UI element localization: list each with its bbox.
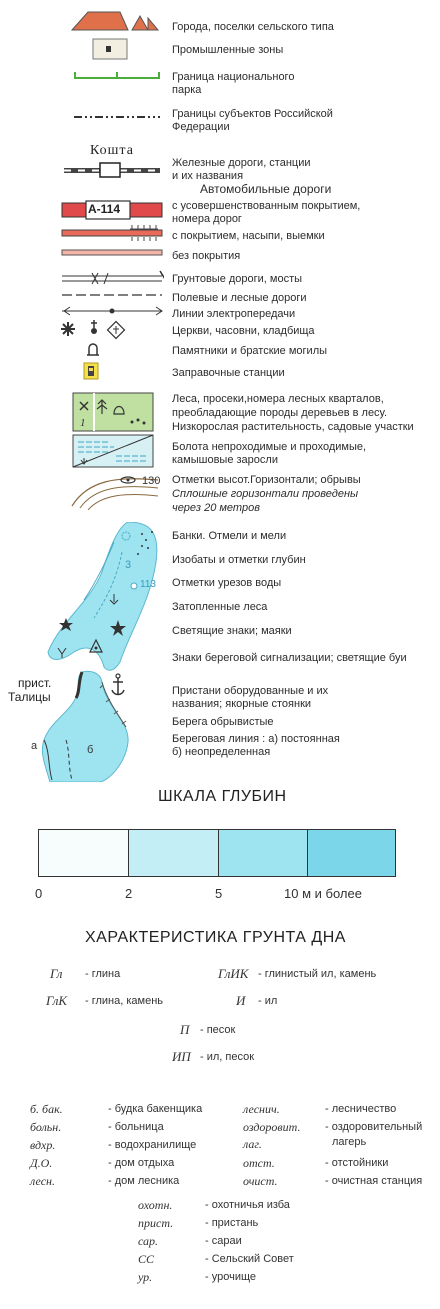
abbr-desc: лагерь (332, 1136, 367, 1148)
legend-isobaths: Изобаты и отметки глубин (172, 554, 306, 566)
legend-banks: Банки. Отмели и мели (172, 530, 287, 542)
legend-shoreline-line1: Береговая линия : а) постоянная (172, 733, 340, 745)
legend-shoreline-line2: б) неопределенная (172, 746, 271, 758)
legend-power-lines: Линии электропередачи (172, 308, 296, 320)
abbr-term: оздоровит. (243, 1120, 301, 1134)
depth-band-0-2 (39, 830, 129, 876)
field-road-symbol (60, 290, 164, 300)
legend-water-level: Отметки урезов воды (172, 577, 282, 589)
abbr-desc: - дом отдыха (108, 1157, 175, 1169)
paved-road-symbol (60, 224, 164, 242)
abbr-term: СС (138, 1252, 155, 1266)
abbr-term: отст. (243, 1156, 275, 1170)
legend-rail-line1: Железные дороги, станции (172, 157, 311, 169)
legend-auto-line2: номера дорог (172, 213, 242, 225)
abbr-desc: - сараи (205, 1235, 242, 1247)
legend-lights: Светящие знаки; маяки (172, 625, 292, 637)
legend-fuel: Заправочные станции (172, 367, 285, 379)
ground-abbr: ГлК (46, 993, 68, 1008)
legend-swamp-line2: камышовые заросли (172, 454, 278, 466)
station-label: Кошта (90, 143, 134, 158)
abbr-term: прист. (138, 1216, 174, 1230)
legend-rail-line2: и их названия (172, 170, 244, 182)
abbr-term: охотн. (138, 1198, 173, 1212)
legend-contour-line1: Отметки высот.Горизонтали; обрывы (172, 474, 361, 486)
legend-park-line2: парка (172, 84, 202, 96)
legend-churches: Церкви, часовни, кладбища (172, 325, 315, 337)
river-depth-label: 3 (125, 559, 132, 571)
legend-auto-line1: с усовершенствованным покрытием, (172, 200, 361, 212)
legend-cliff-shores: Берега обрывистые (172, 716, 274, 728)
legend-shore-signals: Знаки береговой сигнализации; светящие буи (172, 652, 407, 664)
legend-dirt-roads: Грунтовые дороги, мосты (172, 273, 303, 285)
ground-desc: - глинистый ил, камень (258, 968, 377, 980)
abbr-desc: - отстойники (325, 1157, 389, 1169)
legend-swamp-line1: Болота непроходимые и проходимые, (172, 441, 367, 453)
fuel-station-symbol (83, 362, 99, 380)
abbr-term: леснич. (243, 1102, 280, 1116)
depth-tick-2: 2 (125, 886, 133, 901)
legend-field-roads: Полевые и лесные дороги (172, 292, 307, 304)
shore-a-label: а (31, 740, 38, 752)
abbr-desc: - больница (108, 1121, 164, 1133)
ground-abbr: П (180, 1022, 190, 1037)
auto-roads-heading: Автомобильные дороги (200, 182, 332, 196)
legend-piers-line1: Пристани оборудованные и их (172, 685, 329, 697)
depth-band-5-10 (219, 830, 309, 876)
legend-flooded: Затопленные леса (172, 601, 268, 613)
abbr-desc: - оздоровительный (325, 1121, 423, 1133)
contour-value: 130 (142, 475, 161, 487)
ground-desc: - ил (258, 995, 278, 1007)
abbr-desc: - лесничество (325, 1103, 397, 1115)
abbr-desc: - водохранилище (108, 1139, 197, 1151)
unpaved-road-symbol (60, 248, 164, 258)
legend-contour-line3: через 20 метров (172, 502, 260, 514)
abbr-desc: - охотничья изба (205, 1199, 290, 1211)
road-number: А-114 (88, 202, 121, 216)
depth-tick-0: 0 (35, 886, 43, 901)
abbr-term: б. бак. (30, 1102, 63, 1116)
swamp-symbol (72, 434, 154, 468)
national-park-border-symbol (72, 70, 162, 82)
railway-symbol (62, 160, 162, 180)
abbr-term: Д.О. (30, 1156, 53, 1170)
abbr-desc: - урочище (205, 1271, 257, 1283)
legend-subjects-line2: Федерации (172, 121, 230, 133)
industrial-zone-symbol (92, 38, 128, 60)
river-panel (30, 522, 170, 782)
ground-abbr: ИП (172, 1049, 191, 1064)
abbr-term: вдхр. (30, 1138, 56, 1152)
monument-symbol (85, 342, 101, 358)
legend-subjects-line1: Границы субъектов Российской (172, 108, 333, 120)
legend-forest-line1: Леса, просеки,номера лесных кварталов, (172, 393, 384, 405)
abbr-term: лаг. (243, 1137, 262, 1151)
abbr-term: сар. (138, 1234, 159, 1248)
ground-title: ХАРАКТЕРИСТИКА ГРУНТА ДНА (85, 929, 346, 946)
abbr-desc: - будка бакенщика (108, 1103, 203, 1115)
dirt-road-bridge-symbol (60, 270, 164, 288)
legend-contour-line2: Сплошные горизонтали проведены (172, 488, 359, 500)
abbr-desc: - Сельский Совет (205, 1253, 294, 1265)
ground-abbr: ГлИК (218, 966, 249, 981)
legend-industrial: Промышленные зоны (172, 44, 284, 56)
depth-band-10-plus (308, 830, 395, 876)
legend-piers-line2: названия; якорные стоянки (172, 698, 312, 710)
abbr-term: больн. (30, 1120, 62, 1134)
legend-monuments: Памятники и братские могилы (172, 345, 328, 357)
svg-text:1: 1 (80, 417, 86, 429)
legend-park-line1: Граница национального (172, 71, 295, 83)
abbr-term: лесн. (30, 1174, 55, 1188)
legend-forest-line2: преобладающие породы деревьев в лесу. (172, 407, 388, 419)
power-line-symbol (60, 305, 164, 317)
forest-symbol (72, 392, 154, 432)
legend-towns: Города, поселки сельского типа (172, 21, 334, 33)
ground-desc: - глина (85, 968, 121, 980)
abbr-desc: - дом лесника (108, 1175, 180, 1187)
ground-desc: - ил, песок (200, 1051, 255, 1063)
ground-abbr: Гл (50, 966, 63, 981)
abbr-desc: - очистная станция (325, 1175, 423, 1187)
ground-desc: - песок (200, 1024, 236, 1036)
depth-scale-bar (38, 829, 396, 877)
shore-b-label: б (87, 744, 94, 756)
depth-band-2-5 (129, 830, 219, 876)
legend-auto-nocover: без покрытия (172, 250, 241, 262)
ground-desc: - глина, камень (85, 995, 164, 1007)
legend-forest-line3: Низкорослая растительность, садовые участки (172, 421, 414, 433)
church-cemetery-symbol (58, 318, 128, 340)
abbr-term: очист. (243, 1174, 278, 1188)
pier-name-line1: прист. (18, 676, 52, 690)
town-symbol (70, 10, 160, 32)
legend-auto-cover: с покрытием, насыпи, выемки (172, 230, 325, 242)
river-water-mark: 113 (140, 579, 156, 590)
depth-tick-5: 5 (215, 886, 223, 901)
abbr-desc: - пристань (205, 1217, 259, 1229)
depth-scale-title: ШКАЛА ГЛУБИН (158, 788, 287, 805)
pier-name-line2: Талицы (8, 690, 51, 704)
abbr-term: ур. (138, 1270, 153, 1284)
federal-subject-border-symbol (72, 112, 162, 122)
depth-tick-10: 10 м и более (284, 886, 362, 901)
ground-abbr: И (236, 993, 246, 1008)
